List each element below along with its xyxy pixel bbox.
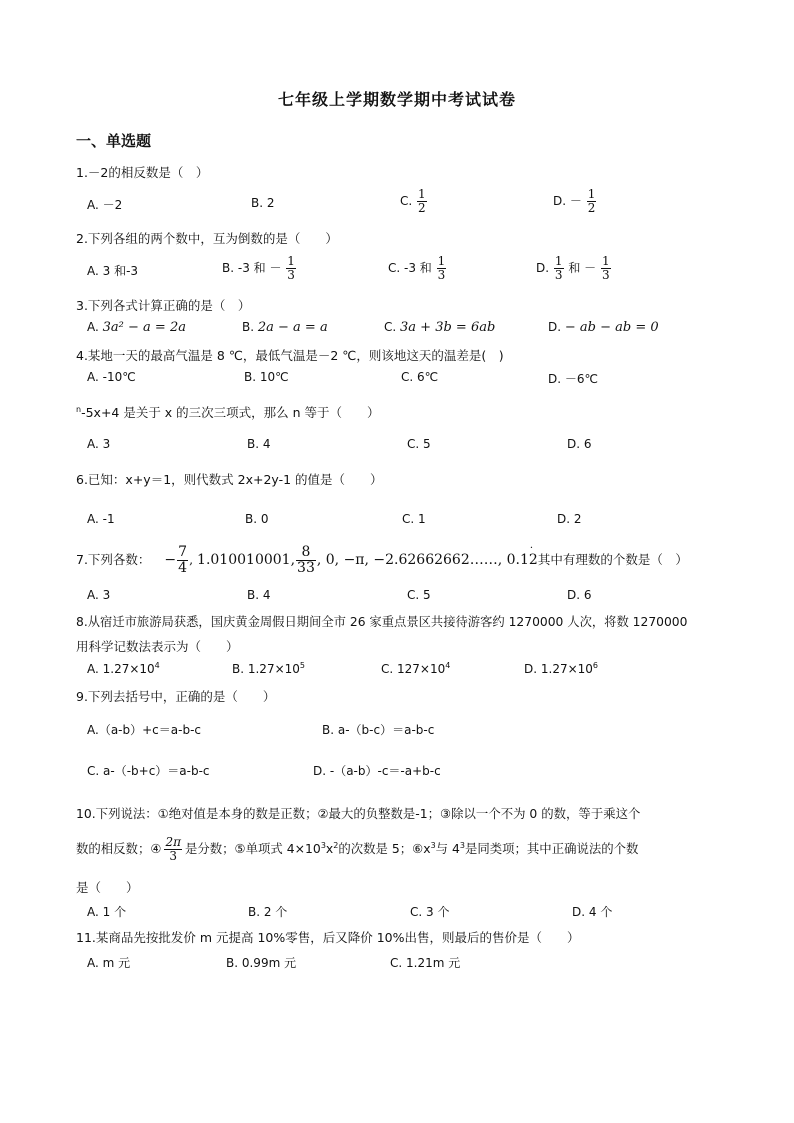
q7-option-b: B. 4 — [247, 588, 271, 602]
question-4-stem: 4.某地一天的最高气温是 8 ℃，最低气温是－2 ℃，则该地这天的温差是( ) — [76, 348, 504, 363]
q10-option-b: B. 2 个 — [248, 905, 288, 919]
q9-option-c: C. a-（-b+c）＝a-b-c — [87, 764, 210, 778]
q3-option-a: A. 3a² − a = 2a — [87, 320, 186, 335]
q6-option-b: B. 0 — [245, 512, 269, 526]
question-7-stem: 7.下列各数： − $\frac{7}{4}$ , 1.010010001, $\frac{8}{33}$ , 0, −π, −2.62662662……, 0.1· 2其中有理数的个数是（ ） — [76, 545, 688, 576]
q10-option-a: A. 1 个 — [87, 905, 127, 919]
q4-option-a: A. -10℃ — [87, 370, 136, 384]
q6-option-d: D. 2 — [557, 512, 582, 526]
fraction: $\frac{1}{3}$ — [437, 254, 446, 282]
fraction: $\frac{1}{2}$ — [418, 187, 426, 215]
question-5-stem: $^n$-5x+4 是关于 x 的三次三项式，那么 n 等于（ ） — [76, 405, 380, 420]
page-title: 七年级上学期数学期中考试试卷 — [277, 90, 516, 109]
question-9-stem: 9.下列去括号中，正确的是（ ） — [76, 689, 276, 704]
question-2-stem: 2.下列各组的两个数中，互为倒数的是（ ） — [76, 231, 338, 246]
q7-option-c: C. 5 — [407, 588, 431, 602]
q5-option-d: D. 6 — [567, 437, 592, 451]
q3-option-d: D. − ab − ab = 0 — [548, 320, 659, 335]
q1-option-a: A. －2 — [87, 198, 123, 212]
q7-option-a: A. 3 — [87, 588, 111, 602]
q4-option-c: C. 6℃ — [401, 370, 439, 384]
q8-option-a: A. $1.27\times 10^4$ — [87, 661, 160, 676]
q11-option-b: B. 0.99m 元 — [226, 956, 297, 970]
question-8-line-2: 用科学记数法表示为（ ） — [76, 639, 239, 654]
question-10-line-2: 数的相反数；④ $\frac{2\pi}{3}$ 是分数；⑤单项式 $4\times 10^3x^2$的次数是 5；$⑥x^3$与 $4^3$是同类项；其中正确说法的个数 — [76, 835, 639, 863]
fraction: $\frac{1}{3}$ — [554, 254, 563, 282]
question-3-stem: 3.下列各式计算正确的是（ ） — [76, 298, 251, 313]
q2-option-a: A. 3 和-3 — [87, 264, 139, 278]
q5-option-c: C. 5 — [407, 437, 431, 451]
question-11-stem: 11.某商品先按批发价 m 元提高 10%零售，后又降价 10%出售，则最后的售价是（ ） — [76, 930, 580, 945]
q9-option-a: A.（a-b）+c＝a-b-c — [87, 723, 201, 737]
q10-option-c: C. 3 个 — [410, 905, 450, 919]
q6-option-a: A. -1 — [87, 512, 115, 526]
q1-option-c: C. $\frac{1}{2}$ — [400, 187, 426, 215]
q3-option-c: C. 3a + 3b = 6ab — [384, 320, 496, 335]
q5-option-b: B. 4 — [247, 437, 271, 451]
question-6-stem: 6.已知：x+y＝1，则代数式 2x+2y-1 的值是（ ） — [76, 472, 383, 487]
section-heading: 一、单选题 — [76, 132, 152, 150]
q3-option-b: B. 2a − a = a — [242, 320, 328, 335]
question-1-stem: 1.－2的相反数是（ ） — [76, 165, 209, 180]
q8-option-c: C. $127\times 10^4$ — [381, 661, 451, 676]
q7-option-d: D. 6 — [567, 588, 592, 602]
fraction: $\frac{7}{4}$ — [178, 544, 188, 576]
fraction: $\frac{1}{2}$ — [587, 187, 596, 215]
q5-option-a: A. 3 — [87, 437, 111, 451]
question-10-line-1: 10.下列说法：①绝对值是本身的数是正数；②最大的负整数是-1；③除以一个不为 0 的数，等于乘这个 — [76, 806, 641, 821]
q2-option-b: B. -3 和 － $\frac{1}{3}$ — [222, 254, 295, 282]
q1-option-b: B. 2 — [251, 196, 275, 210]
q2-option-d: D. $\frac{1}{3}$ 和 － $\frac{1}{3}$ — [536, 254, 610, 282]
q11-option-a: A. m 元 — [87, 956, 131, 970]
q9-option-b: B. a-（b-c）＝a-b-c — [322, 723, 435, 737]
q11-option-c: C. 1.21m 元 — [390, 956, 461, 970]
q10-option-d: D. 4 个 — [572, 905, 613, 919]
question-8-line-1: 8.从宿迁市旅游局获悉，国庆黄金周假日期间全市 26 家重点景区共接待游客约 1270000 人次，将数 1270000 — [76, 615, 688, 629]
q1-option-d: D. － $\frac{1}{2}$ — [553, 187, 596, 215]
q4-option-d: D. －6℃ — [548, 372, 598, 386]
q8-option-d: D. $1.27\times 10^6$ — [524, 661, 599, 676]
q6-option-c: C. 1 — [402, 512, 426, 526]
q9-option-d: D. -（a-b）-c＝-a+b-c — [313, 764, 441, 778]
fraction: $\frac{1}{3}$ — [602, 254, 610, 282]
fraction: $\frac{1}{3}$ — [287, 254, 295, 282]
q2-option-c: C. -3 和 $\frac{1}{3}$ — [388, 254, 446, 282]
q8-option-b: B. $1.27\times 10^5$ — [232, 661, 305, 676]
fraction: $\frac{2\pi}{3}$ — [165, 835, 181, 863]
fraction: $\frac{8}{33}$ — [297, 544, 315, 576]
question-10-line-3: 是（ ） — [76, 880, 139, 895]
q4-option-b: B. 10℃ — [244, 370, 289, 384]
